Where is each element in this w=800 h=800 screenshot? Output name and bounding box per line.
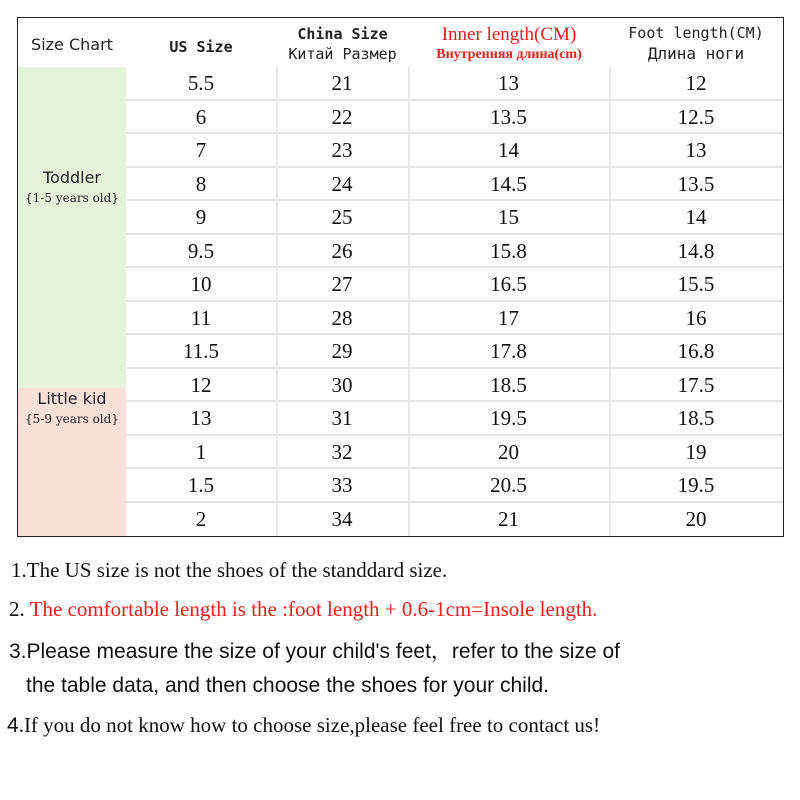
- us-size-cell: 13: [190, 406, 212, 431]
- note-2: [9, 597, 597, 622]
- foot-size-cell: 19.5: [677, 473, 715, 498]
- inner-size-cell: 15.8: [490, 238, 527, 263]
- china-size-cell: 32: [331, 439, 353, 464]
- foot-size-cell: 19: [685, 439, 707, 464]
- table-row: [126, 67, 783, 101]
- china-size-cell: 29: [331, 339, 353, 364]
- table-row: [126, 402, 783, 436]
- us-size-cell: 1: [195, 439, 207, 464]
- column-divider: [276, 67, 278, 536]
- size-chart-table: [17, 17, 784, 537]
- foot-size-cell: 16.8: [677, 339, 715, 364]
- foot-size-cell: 13.5: [677, 171, 715, 196]
- inner-size-cell: 14.5: [490, 171, 527, 196]
- column-divider: [408, 67, 410, 536]
- china-size-cell: 25: [331, 205, 353, 230]
- table-row: [126, 134, 783, 168]
- inner-size-cell: 15: [498, 205, 519, 230]
- us-size-cell: 6: [195, 104, 207, 129]
- size-table-body: [126, 67, 783, 536]
- table-row: [126, 101, 783, 135]
- inner-size-cell: 14: [498, 138, 519, 163]
- little-kid-group-label: Little kid {5-9 years old}: [25, 389, 119, 426]
- china-size-cell: 21: [331, 71, 353, 96]
- note-4-number: 4: [7, 714, 19, 737]
- china-size-cell: 22: [331, 104, 353, 129]
- table-row: [126, 369, 783, 403]
- toddler-group-band: [18, 67, 126, 388]
- inner-size-cell: 16.5: [490, 272, 527, 297]
- note-3-line-2: the table data, and then choose the shoes for your child.: [26, 674, 550, 697]
- foot-size-cell: 17.5: [677, 372, 715, 397]
- table-row: [126, 168, 783, 202]
- table-row: [126, 335, 783, 369]
- toddler-group-label: Toddler {1-5 years old}: [25, 168, 119, 205]
- note-4: [7, 713, 600, 738]
- foot-size-cell: 14.8: [677, 238, 715, 263]
- foot-size-cell: 15.5: [677, 272, 715, 297]
- table-row: [126, 302, 783, 336]
- table-row: [126, 469, 783, 503]
- note-3-line-1: 3.Please measure the size of your child's feet，refer to the size of: [9, 640, 620, 663]
- header-china-size: China Size Китай Размер: [288, 25, 397, 63]
- inner-size-cell: 20.5: [490, 473, 527, 498]
- column-divider: [609, 67, 611, 536]
- foot-size-cell: 14: [685, 205, 707, 230]
- us-size-cell: 7: [195, 138, 207, 163]
- china-size-cell: 33: [331, 473, 353, 498]
- inner-size-cell: 13: [498, 71, 519, 96]
- china-size-cell: 30: [331, 372, 353, 397]
- note-1: 1.The US size is not the shoes of the standdard size.: [11, 558, 448, 582]
- header-foot-length: Foot length(CM) Длина ноги: [628, 24, 764, 63]
- us-size-cell: 9: [195, 205, 207, 230]
- us-size-cell: 12: [190, 372, 212, 397]
- note-2-text: The comfortable length is the :foot length + 0.6-1cm=Insole length.: [29, 597, 598, 621]
- china-size-cell: 34: [331, 506, 353, 531]
- china-size-cell: 23: [331, 138, 353, 163]
- inner-size-cell: 13.5: [490, 104, 527, 129]
- table-row: [126, 503, 783, 537]
- us-size-cell: 10: [190, 272, 212, 297]
- age-group-sidebar: [18, 67, 126, 536]
- china-size-cell: 24: [331, 171, 353, 196]
- table-row: [126, 201, 783, 235]
- table-row: [126, 235, 783, 269]
- us-size-cell: 11: [190, 305, 212, 330]
- inner-size-cell: 18.5: [490, 372, 527, 397]
- us-size-cell: 11.5: [183, 339, 219, 364]
- note-2-number: 2.: [9, 597, 25, 621]
- inner-size-cell: 21: [498, 506, 519, 531]
- inner-size-cell: 17: [498, 305, 519, 330]
- header-us-size: US Size: [169, 38, 233, 56]
- foot-size-cell: 20: [685, 506, 707, 531]
- note-4-text: .If you do not know how to choose size,please feel free to contact us!: [18, 713, 601, 737]
- header-inner-length: Inner length(CM) Внутренняя длина(cm): [436, 24, 582, 62]
- foot-size-cell: 12.5: [677, 104, 715, 129]
- china-size-cell: 31: [331, 406, 353, 431]
- inner-size-cell: 17.8: [490, 339, 527, 364]
- table-row: [126, 268, 783, 302]
- us-size-cell: 5.5: [187, 71, 215, 96]
- foot-size-cell: 13: [685, 138, 707, 163]
- us-size-cell: 2: [195, 506, 207, 531]
- table-row: [126, 436, 783, 470]
- china-size-cell: 27: [331, 272, 353, 297]
- table-header: [18, 18, 783, 67]
- us-size-cell: 9.5: [187, 238, 215, 263]
- us-size-cell: 1.5: [187, 473, 215, 498]
- us-size-cell: 8: [195, 171, 207, 196]
- china-size-cell: 26: [331, 238, 353, 263]
- foot-size-cell: 18.5: [677, 406, 715, 431]
- inner-size-cell: 20: [498, 439, 519, 464]
- china-size-cell: 28: [331, 305, 353, 330]
- header-size-chart: Size Chart: [31, 35, 113, 54]
- foot-size-cell: 12: [685, 71, 707, 96]
- inner-size-cell: 19.5: [490, 406, 527, 431]
- foot-size-cell: 16: [685, 305, 707, 330]
